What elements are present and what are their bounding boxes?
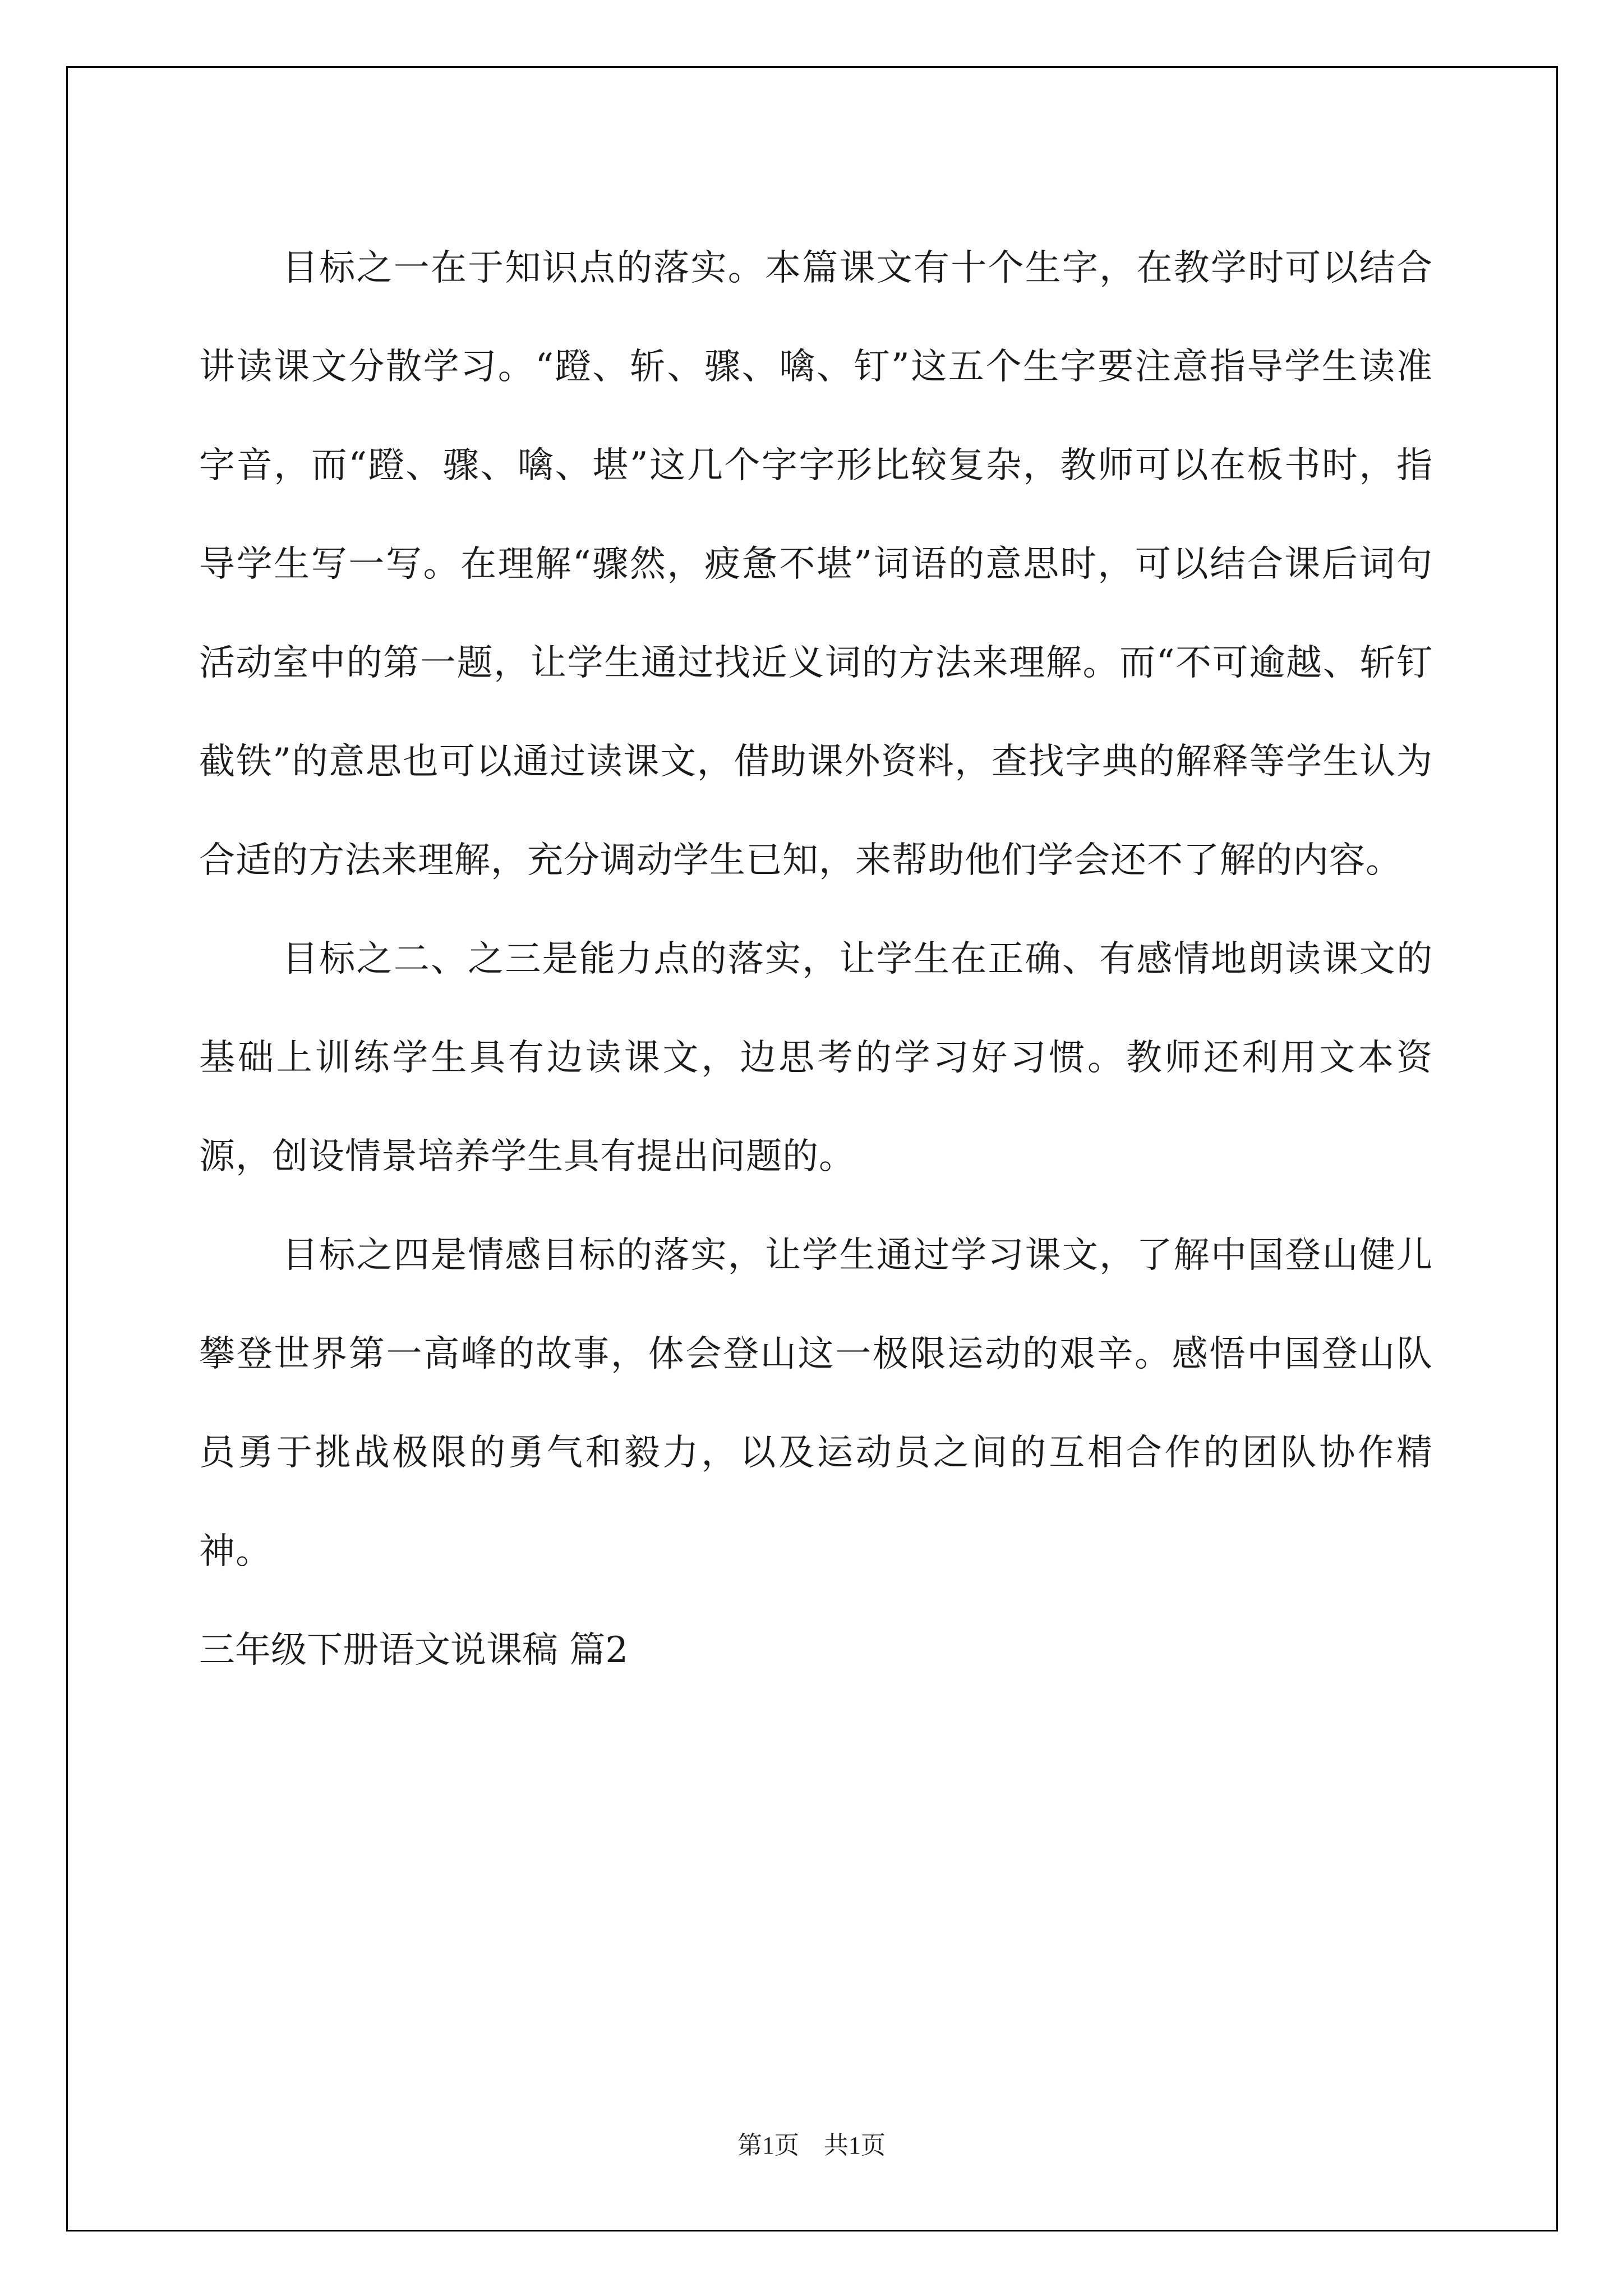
paragraph-3: 目标之四是情感目标的落实，让学生通过学习课文，了解中国登山健儿攀登世界第一高峰的故事，体会登山这一极限运动的艰辛。感悟中国登山队员勇于挑战极限的勇气和毅力，以及运动员之间的互相合作的团队协作精神。: [199, 1235, 1433, 1572]
section-heading: 三年级下册语文说课稿 篇2: [199, 1630, 629, 1671]
paragraph-1: 目标之一在于知识点的落实。本篇课文有十个生字，在教学时可以结合讲读课文分散学习。“蹬、斩、骤、噙、钉”这五个生字要注意指导学生读准字音，而“蹬、骤、噙、堪”这几个字字形比较复杂，教师可以在板书时，指导学生写一写。在理解“骤然，疲惫不堪”词语的意思时，可以结合课后词句活动室中的第一题，让学生通过找近义词的方法来理解。而“不可逾越、斩钉截铁”的意思也可以通过读课文，借助课外资料，查找字典的解释等学生认为合适的方法来理解，充分调动学生已知，来帮助他们学会还不了解的内容。: [199, 247, 1433, 881]
document-body: [199, 219, 1433, 1700]
page-footer: 第1页 共1页: [737, 2132, 886, 2159]
paragraph-2: 目标之二、之三是能力点的落实，让学生在正确、有感情地朗读课文的基础上训练学生具有边读课文，边思考的学习好习惯。教师还利用文本资源，创设情景培养学生具有提出问题的。: [199, 938, 1433, 1177]
